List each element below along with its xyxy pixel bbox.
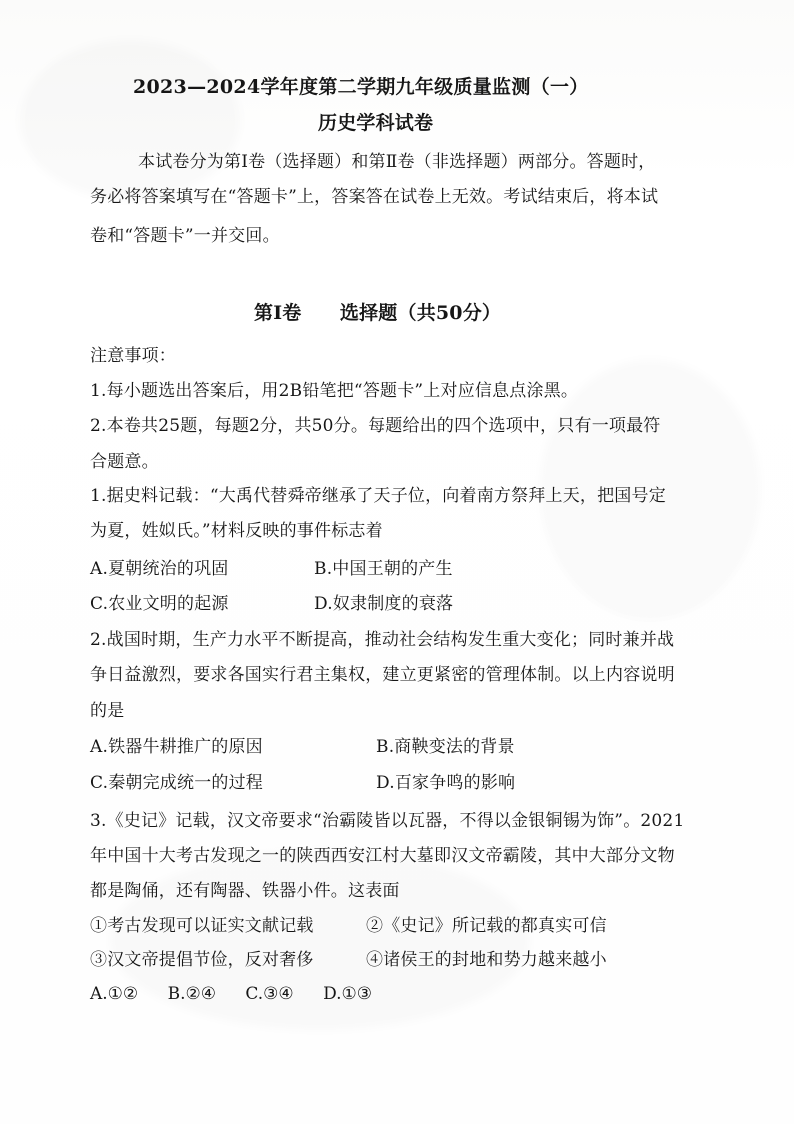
question-2-option-a: A.铁器牛耕推广的原因 [90, 737, 263, 757]
paper-smudge [20, 40, 240, 200]
question-3-stem-line-2: 年中国十大考古发现之一的陕西西安江村大墓即汉文帝霸陵，其中大部分文物 [90, 846, 675, 866]
question-3-statement-2: ②《史记》所记载的都真实可信 [366, 916, 607, 936]
intro-line-3: 卷和“答题卡”一并交回。 [90, 226, 280, 246]
question-2-option-b: B.商鞅变法的背景 [376, 737, 515, 757]
question-1-option-c: C.农业文明的起源 [90, 594, 229, 614]
section-title: 第Ⅰ卷 选择题（共50分） [254, 302, 502, 324]
question-3-answer-options [90, 986, 450, 1003]
question-3-answer-d: D.①③ [323, 984, 372, 1004]
question-3-stem-line-3: 都是陶俑，还有陶器、铁器小件。这表面 [90, 881, 400, 901]
question-3-answer-a: A.①② [90, 984, 139, 1004]
question-1-stem-line-1: 1.据史料记载：“大禹代替舜帝继承了天子位，向着南方祭拜上天，把国号定 [90, 486, 666, 506]
question-3-stem-line-1: 3.《史记》记载，汉文帝要求“治霸陵皆以瓦器，不得以金银铜锡为饰”。2021 [90, 811, 685, 831]
question-2-stem-line-3: 的是 [90, 701, 125, 721]
question-1-stem-line-2: 为夏，姓姒氏。”材料反映的事件标志着 [90, 521, 383, 541]
question-3-answer-c: C.③④ [245, 984, 294, 1004]
question-2-stem-line-1: 2.战国时期，生产力水平不断提高，推动社会结构发生重大变化；同时兼并战 [90, 630, 675, 650]
exam-title: 2023—2024学年度第二学期九年级质量监测（一） [133, 76, 589, 98]
intro-line-1: 本试卷分为第Ⅰ卷（选择题）和第Ⅱ卷（非选择题）两部分。答题时， [138, 152, 656, 172]
question-1-option-b: B.中国王朝的产生 [314, 559, 453, 579]
intro-line-2: 务必将答案填写在“答题卡”上，答案答在试卷上无效。考试结束后，将本试 [90, 187, 659, 207]
question-1-option-a: A.夏朝统治的巩固 [90, 559, 229, 579]
question-3-statement-3: ③汉文帝提倡节俭，反对奢侈 [90, 950, 314, 970]
question-3-answer-b: B.②④ [167, 984, 216, 1004]
notice-line-2: 2.本卷共25题，每题2分，共50分。每题给出的四个选项中，只有一项最符 [90, 416, 661, 436]
notice-title: 注意事项： [90, 346, 176, 366]
subject-title: 历史学科试卷 [318, 112, 434, 134]
notice-line-3: 合题意。 [90, 452, 159, 472]
notice-line-1: 1.每小题选出答案后，用2B铅笔把“答题卡”上对应信息点涂黑。 [90, 381, 579, 401]
question-2-stem-line-2: 争日益激烈，要求各国实行君主集权，建立更紧密的管理体制。以上内容说明 [90, 665, 675, 685]
question-2-option-c: C.秦朝完成统一的过程 [90, 773, 264, 793]
question-3-statement-1: ①考古发现可以证实文献记载 [90, 916, 314, 936]
question-2-option-d: D.百家争鸣的影响 [376, 773, 516, 793]
question-1-option-d: D.奴隶制度的衰落 [314, 594, 454, 614]
question-3-statement-4: ④诸侯王的封地和势力越来越小 [366, 950, 607, 970]
